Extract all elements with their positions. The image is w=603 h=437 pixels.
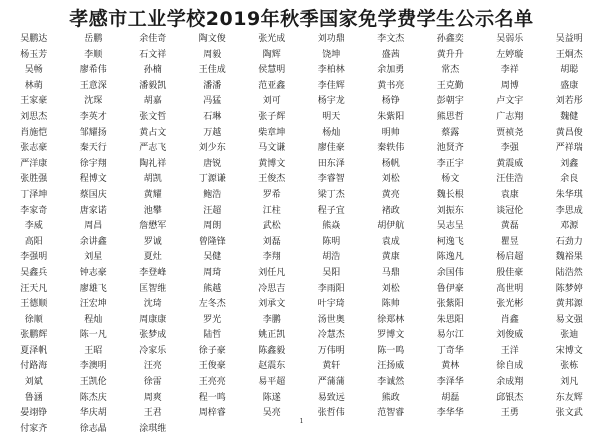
student-name: 王德顺 [20, 299, 48, 310]
student-name: 汪天凡 [20, 283, 48, 294]
student-name: 李泽华 [436, 377, 464, 388]
student-name: 鲁伊豪 [436, 283, 464, 294]
student-name: 周梓睿 [198, 408, 226, 419]
student-name: 徐子豪 [198, 345, 226, 356]
student-name: 柯逸飞 [436, 236, 464, 247]
student-name: 武松 [262, 221, 281, 232]
student-name: 周康康 [139, 314, 167, 325]
student-name: 东友辉 [555, 392, 583, 403]
student-name: 叶宇琦 [317, 299, 345, 310]
student-name: 杨铮 [381, 96, 400, 107]
student-name: 朱紫阳 [377, 111, 405, 122]
student-name: 熊焱 [322, 221, 341, 232]
student-name: 付路海 [20, 361, 48, 372]
student-name: 陶辉 [262, 49, 281, 60]
student-name: 余加勇 [377, 65, 405, 76]
student-name: 张胜强 [20, 174, 48, 185]
student-name: 余成翔 [496, 377, 524, 388]
student-name: 褚政 [381, 205, 400, 216]
student-name: 刘俊威 [496, 330, 524, 341]
student-name: 孙楠 [143, 65, 162, 76]
student-name: 周朗 [203, 221, 222, 232]
student-name: 蔡露 [441, 127, 460, 138]
student-name: 魏长根 [436, 189, 464, 200]
student-name: 晏翊铮 [20, 408, 48, 419]
student-name: 熊政 [381, 392, 400, 403]
student-name: 石文祥 [139, 49, 167, 60]
student-name: 明帅 [381, 127, 400, 138]
student-name: 严祥瑞 [555, 143, 583, 154]
student-name: 李澳明 [79, 361, 107, 372]
student-name: 陈杰庆 [79, 392, 107, 403]
student-name: 杨玉芳 [20, 49, 48, 60]
student-name: 赵震东 [258, 361, 286, 372]
student-name: 吴亮 [262, 408, 281, 419]
student-name: 刘任凡 [258, 267, 286, 278]
student-name: 徐志晶 [79, 423, 107, 434]
student-name: 黄书亮 [377, 80, 405, 91]
student-name: 余讲鑫 [79, 236, 107, 247]
student-name: 明天 [322, 111, 341, 122]
student-name: 吴鑫兵 [20, 267, 48, 278]
student-name: 夏泽帆 [20, 345, 48, 356]
student-name: 陈鑫毅 [258, 345, 286, 356]
student-name: 万伟明 [317, 345, 345, 356]
student-name: 范智睿 [377, 408, 405, 419]
student-name: 秦轶伟 [377, 143, 405, 154]
student-name: 刘斌 [24, 377, 43, 388]
student-name: 廖佳豪 [317, 143, 345, 154]
student-name: 吴鹏达 [20, 34, 48, 44]
student-name: 杨帆 [381, 158, 400, 169]
student-name: 丁泽坤 [20, 189, 48, 200]
student-name: 刘鑫 [560, 158, 579, 169]
student-name: 严蒲蒲 [317, 377, 345, 388]
student-name: 匡智维 [139, 283, 167, 294]
student-name: 范亚鑫 [258, 80, 286, 91]
student-name: 余佳奇 [139, 34, 167, 44]
student-name: 徐雷 [143, 377, 162, 388]
student-name: 岳鹏 [84, 34, 103, 44]
student-name: 邹耀扬 [79, 127, 107, 138]
student-name: 李诚然 [377, 377, 405, 388]
student-name: 夏灶 [143, 252, 162, 263]
student-name: 冷思吉 [258, 283, 286, 294]
student-name: 刘承文 [258, 299, 286, 310]
student-name: 丁源谦 [198, 174, 226, 185]
student-name: 魏健 [560, 111, 579, 122]
student-name: 杨启超 [496, 252, 524, 263]
student-name: 瞿昱 [500, 236, 519, 247]
student-name: 王凯伦 [79, 377, 107, 388]
student-name: 王亮亮 [198, 377, 226, 388]
student-name: 刘凡 [560, 377, 579, 388]
student-name: 魏裕果 [555, 252, 583, 263]
student-name: 张梦成 [139, 330, 167, 341]
student-name: 汪佳浩 [496, 174, 524, 185]
student-name: 肖施恺 [20, 127, 48, 138]
student-name: 张文哲 [139, 111, 167, 122]
student-name: 姚正凯 [258, 330, 286, 341]
student-name: 高世明 [496, 283, 524, 294]
student-name: 徐郑林 [377, 314, 405, 325]
student-name: 周毅 [203, 49, 222, 60]
student-name: 鲁涵 [24, 392, 43, 403]
student-name: 马文谦 [258, 143, 286, 154]
student-name: 左婷璇 [496, 49, 524, 60]
student-name: 王君 [143, 408, 162, 419]
student-name: 黄博文 [258, 158, 286, 169]
student-name: 池贤齐 [436, 143, 464, 154]
student-name: 沈琛 [84, 96, 103, 107]
student-name: 常杰 [441, 65, 460, 76]
student-name: 田东泽 [317, 158, 345, 169]
student-name: 李雨阳 [317, 283, 345, 294]
student-name: 吴弱乐 [496, 34, 524, 44]
student-name: 胡嘉 [143, 96, 162, 107]
student-name: 涂琪维 [139, 423, 167, 434]
student-name: 左冬杰 [198, 299, 226, 310]
student-name: 李祥 [500, 65, 519, 76]
student-name: 詹懋军 [139, 221, 167, 232]
student-name: 陈遂 [262, 392, 281, 403]
student-name: 王俊杰 [258, 174, 286, 185]
student-name: 吴畅 [24, 65, 43, 76]
student-name: 邓源 [560, 221, 579, 232]
student-name: 肖鑫 [500, 314, 519, 325]
student-name: 刘星 [84, 252, 103, 263]
student-name: 胡磊 [441, 392, 460, 403]
student-name: 罗希 [262, 189, 281, 200]
student-name: 江柱 [262, 205, 281, 216]
student-name: 陈明 [322, 236, 341, 247]
student-name: 徐顺 [24, 314, 43, 325]
student-name: 宋博文 [555, 345, 583, 356]
student-name: 李正宇 [436, 158, 464, 169]
student-name: 王俊豪 [198, 361, 226, 372]
student-name: 饶坤 [322, 49, 341, 60]
student-name: 张迪 [560, 330, 579, 341]
student-name: 李强 [500, 143, 519, 154]
student-name: 黄占文 [139, 127, 167, 138]
student-name: 黄耀 [143, 189, 162, 200]
student-name: 李思成 [555, 205, 583, 216]
student-name: 石琳 [203, 111, 222, 122]
page-number: 1 [299, 418, 304, 425]
student-name: 黄康 [381, 252, 400, 263]
student-name: 陆浩然 [555, 267, 583, 278]
student-name: 胡浩 [322, 252, 341, 263]
student-name: 李文杰 [377, 34, 405, 44]
student-name: 朱思阳 [436, 314, 464, 325]
student-name: 吴益明 [555, 34, 583, 44]
student-name: 柴章坤 [258, 127, 286, 138]
student-name: 高阳 [24, 236, 43, 247]
student-name: 张子辉 [258, 111, 286, 122]
student-name: 黄轩 [322, 361, 341, 372]
student-name: 易致远 [317, 392, 345, 403]
student-name: 熊思哲 [436, 111, 464, 122]
student-name: 华庆胡 [79, 408, 107, 419]
student-name: 刘功鼎 [317, 34, 345, 44]
student-name: 付家齐 [20, 423, 48, 434]
student-name: 王家豪 [20, 96, 48, 107]
student-name: 石劲力 [555, 236, 583, 247]
student-name: 严洋康 [20, 158, 48, 169]
student-name: 李登峰 [139, 267, 167, 278]
student-name: 鲍浩 [203, 189, 222, 200]
student-name: 黄林 [441, 361, 460, 372]
student-name: 周爽 [143, 392, 162, 403]
student-name: 张栋 [560, 361, 579, 372]
student-name: 刘若彤 [555, 96, 583, 107]
student-name: 李威 [24, 221, 43, 232]
student-name: 广志翔 [496, 111, 524, 122]
student-name: 李鹏 [262, 314, 281, 325]
student-name: 黄升升 [436, 49, 464, 60]
student-name: 蔡国庆 [79, 189, 107, 200]
student-name: 张紫阳 [436, 299, 464, 310]
student-name: 陈梦婷 [555, 283, 583, 294]
student-name: 潘毅凯 [139, 80, 167, 91]
student-name: 陈帅 [381, 299, 400, 310]
student-name: 李佳辉 [317, 80, 345, 91]
student-name: 王勇 [500, 408, 519, 419]
student-name: 唐家诺 [79, 205, 107, 216]
student-name: 易平超 [258, 377, 286, 388]
student-name: 王洋 [500, 345, 519, 356]
student-name: 池攀 [143, 205, 162, 216]
student-name: 李柏林 [317, 65, 345, 76]
student-name: 谈冠伦 [496, 205, 524, 216]
student-name: 罗博文 [377, 330, 405, 341]
student-name: 马鼎 [381, 267, 400, 278]
student-name: 林萌 [24, 80, 43, 91]
student-name: 熊越 [203, 283, 222, 294]
student-name: 曾隆锋 [198, 236, 226, 247]
student-name: 汪扬威 [377, 361, 405, 372]
student-name: 冷家乐 [139, 345, 167, 356]
student-name: 袁成 [381, 236, 400, 247]
student-name: 胡伊航 [377, 221, 405, 232]
student-name: 程一鸣 [198, 392, 226, 403]
student-name: 程子宜 [317, 205, 345, 216]
student-name: 潘潘 [203, 80, 222, 91]
student-name: 殷佳豪 [496, 267, 524, 278]
student-name: 梁丁杰 [317, 189, 345, 200]
student-name: 唐锐 [203, 158, 222, 169]
student-name: 吴健 [203, 252, 222, 263]
student-name: 李英才 [79, 111, 107, 122]
student-name: 杨灿 [322, 127, 341, 138]
student-name: 张文武 [555, 408, 583, 419]
student-name: 胡聪 [560, 65, 579, 76]
student-name: 陈一凡 [79, 330, 107, 341]
student-name: 陶文俊 [198, 34, 226, 44]
student-name: 程博文 [79, 174, 107, 185]
student-name: 刘思杰 [20, 111, 48, 122]
student-name: 陈一鸣 [377, 345, 405, 356]
student-name: 刘磊 [262, 236, 281, 247]
student-name: 罗光 [203, 314, 222, 325]
student-name: 王昭 [84, 345, 103, 356]
student-name: 黄昌俊 [555, 127, 583, 138]
student-name: 秦天行 [79, 143, 107, 154]
student-name: 冷慧杰 [317, 330, 345, 341]
student-name: 李家奇 [20, 205, 48, 216]
student-name: 贾祯尧 [496, 127, 524, 138]
student-name: 汤世奥 [317, 314, 345, 325]
student-name: 易文强 [555, 314, 583, 325]
student-name: 吴阳 [322, 267, 341, 278]
student-name: 程灿 [84, 314, 103, 325]
student-name: 钟志豪 [79, 267, 107, 278]
student-name: 万越 [203, 127, 222, 138]
student-name: 王炯杰 [555, 49, 583, 60]
student-name: 盛康 [560, 80, 579, 91]
student-name: 余国伟 [436, 267, 464, 278]
student-name: 黄磊 [500, 221, 519, 232]
student-name: 丁奇华 [436, 345, 464, 356]
name-list-grid [4, 32, 599, 437]
student-name: 张光彬 [496, 299, 524, 310]
student-name: 刘松 [381, 283, 400, 294]
student-name: 朱华琪 [555, 189, 583, 200]
student-name: 陶礼祥 [139, 158, 167, 169]
student-name: 侯慧明 [258, 65, 286, 76]
student-name: 廖雄飞 [79, 283, 107, 294]
student-name: 徐自成 [496, 361, 524, 372]
student-name: 杨文 [441, 174, 460, 185]
student-name: 易尔江 [436, 330, 464, 341]
student-name: 刘可 [262, 96, 281, 107]
student-name: 盛茜 [381, 49, 400, 60]
student-name: 李顺 [84, 49, 103, 60]
student-name: 黄邦源 [555, 299, 583, 310]
student-name: 周昌 [84, 221, 103, 232]
student-name: 罗诚 [143, 236, 162, 247]
student-name: 徐宇翔 [79, 158, 107, 169]
student-name: 沈琦 [143, 299, 162, 310]
student-name: 张哲伟 [317, 408, 345, 419]
student-name: 胡凯 [143, 174, 162, 185]
student-name: 汪超 [203, 205, 222, 216]
student-name: 彭朝宇 [436, 96, 464, 107]
student-name: 李睿智 [317, 174, 345, 185]
student-name: 严志飞 [139, 143, 167, 154]
student-name: 汪亮 [143, 361, 162, 372]
student-name: 邱银杰 [496, 392, 524, 403]
page-title: 孝感市工业学校2019年秋季国家免学费学生公示名单 [69, 8, 534, 30]
student-name: 杨宇龙 [317, 96, 345, 107]
student-name: 周琦 [203, 267, 222, 278]
student-name: 廖希伟 [79, 65, 107, 76]
student-name: 黄震威 [496, 158, 524, 169]
student-name: 陈逸凡 [436, 252, 464, 263]
student-name: 刘振东 [436, 205, 464, 216]
student-name: 余良 [560, 174, 579, 185]
student-name: 汪宏坤 [79, 299, 107, 310]
student-name: 卢文宇 [496, 96, 524, 107]
student-name: 孙鑫奕 [436, 34, 464, 44]
student-name: 张鹏辉 [20, 330, 48, 341]
student-name: 张志豪 [20, 143, 48, 154]
student-name: 周博 [500, 80, 519, 91]
student-name: 李华华 [436, 408, 464, 419]
student-name: 李强明 [20, 252, 48, 263]
student-name: 陆哲 [203, 330, 222, 341]
student-name: 黄亮 [381, 189, 400, 200]
student-name: 王佳成 [198, 65, 226, 76]
student-name: 张光成 [258, 34, 286, 44]
student-name: 王克勤 [436, 80, 464, 91]
student-name: 刘少东 [198, 143, 226, 154]
student-name: 吴志呈 [436, 221, 464, 232]
student-name: 刘松 [381, 174, 400, 185]
student-name: 袁康 [500, 189, 519, 200]
student-name: 冯猛 [203, 96, 222, 107]
student-name: 李翔 [262, 252, 281, 263]
student-name: 王意深 [79, 80, 107, 91]
